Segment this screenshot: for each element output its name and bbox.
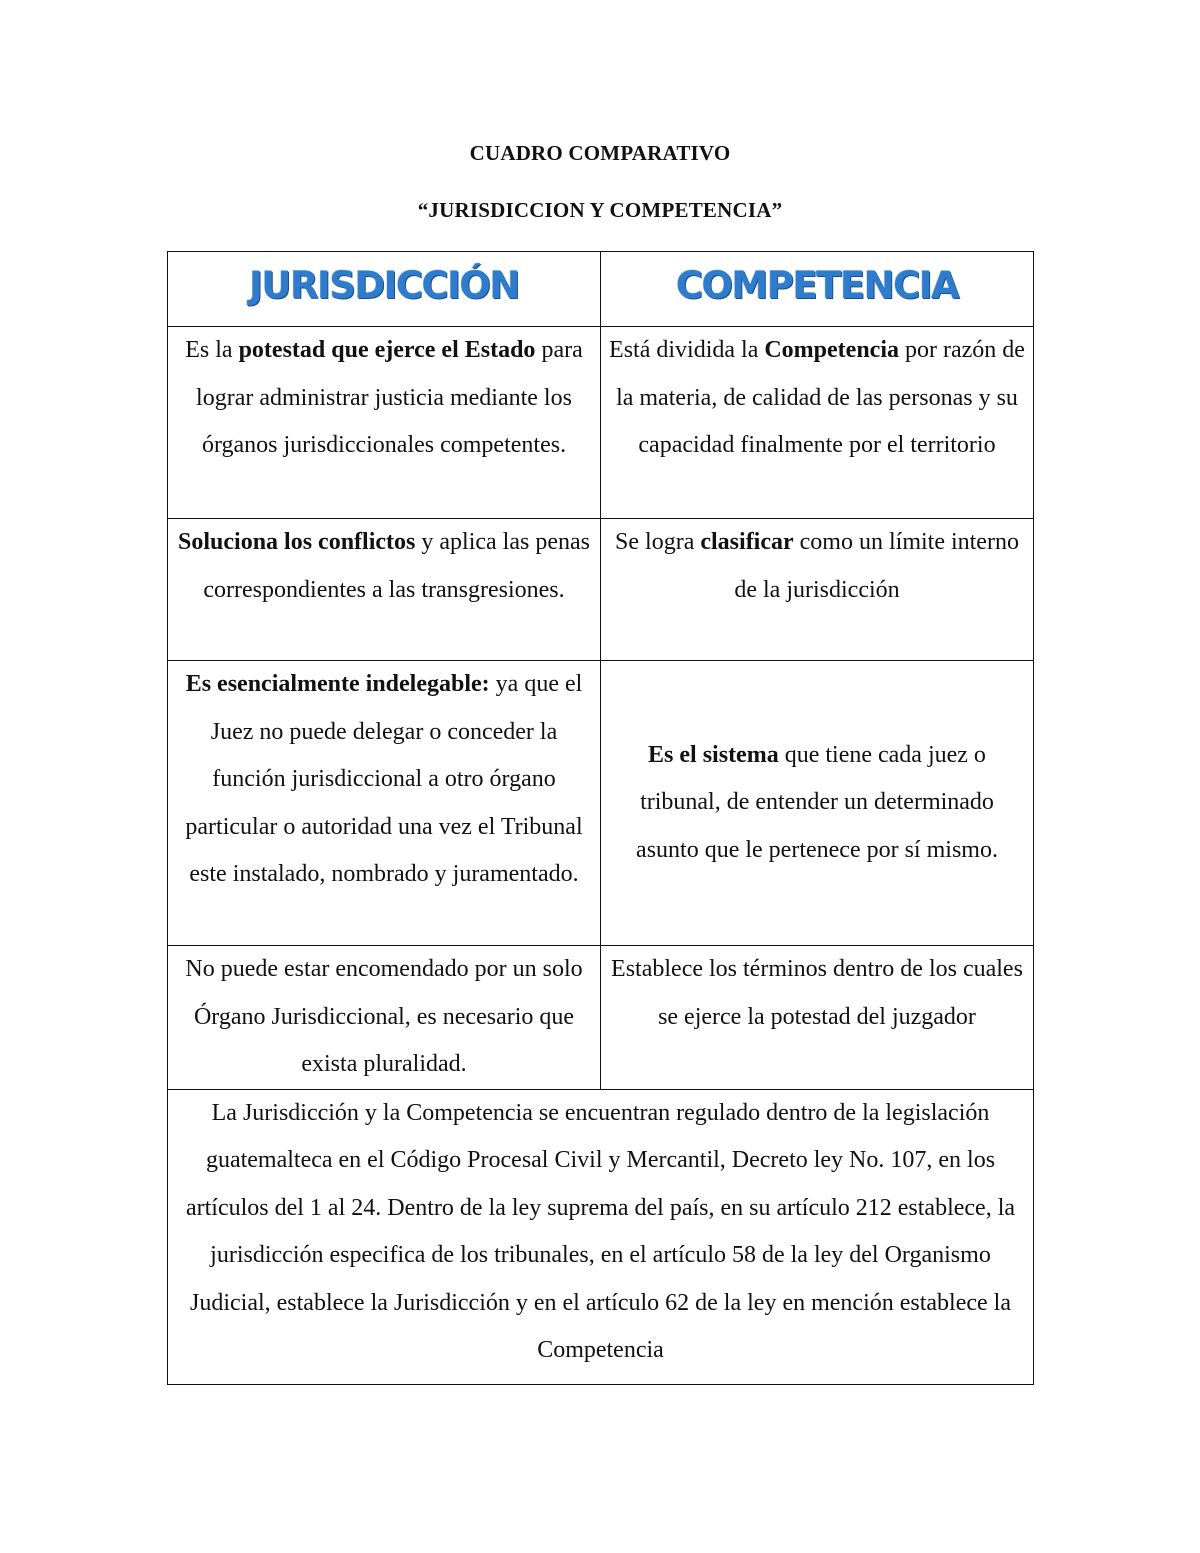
- table-cell-jurisdiccion: Es esencialmente indelegable: ya que el Juez no puede delegar o conceder la función jurisdiccional a otro órgano particular o autoridad una vez el Tribunal este instalado, nombrado y juramentado.: [168, 661, 601, 946]
- header-cell-jurisdiccion: [168, 252, 601, 327]
- table-cell-competencia: Es el sistema que tiene cada juez o tribunal, de entender un determinado asunto que le pertenece por sí mismo.: [601, 661, 1034, 946]
- document-title: CUADRO COMPARATIVO: [469, 141, 731, 165]
- table-cell-jurisdiccion: Es la potestad que ejerce el Estado para lograr administrar justicia mediante los órganos jurisdiccionales competentes.: [168, 327, 601, 519]
- table-row: [168, 946, 1034, 1090]
- table-cell-competencia: Establece los términos dentro de los cuales se ejerce la potestad del juzgador: [601, 946, 1034, 1090]
- document-subtitle: “JURISDICCION Y COMPETENCIA”: [417, 198, 783, 222]
- table-cell-competencia: Se logra clasificar como un límite interno de la jurisdicción: [601, 519, 1034, 661]
- header-jurisdiccion: JURISDICCIÓN: [249, 264, 519, 308]
- comparison-table: [167, 251, 1034, 1385]
- table-header-row: [168, 252, 1034, 327]
- table-footer-note: La Jurisdicción y la Competencia se encuentran regulado dentro de la legislación guatemalteca en el Código Procesal Civil y Mercantil, Decreto ley No. 107, en los artículos del 1 al 24. Dentro de la ley suprema del país, en su artículo 212 establece, la jurisdicción especifica de los tribunales, en el artículo 58 de la ley del Organismo Judicial, establece la Jurisdicción y en el artículo 62 de la ley en mención establece la Competencia: [168, 1089, 1034, 1384]
- header-competencia: COMPETENCIA: [675, 264, 959, 308]
- table-cell-jurisdiccion: Soluciona los conflictos y aplica las penas correspondientes a las transgresiones.: [168, 519, 601, 661]
- table-footer-row: [168, 1089, 1034, 1384]
- header-cell-competencia: [601, 252, 1034, 327]
- table-cell-jurisdiccion: No puede estar encomendado por un solo Órgano Jurisdiccional, es necesario que exista pluralidad.: [168, 946, 601, 1090]
- table-cell-competencia: Está dividida la Competencia por razón de la materia, de calidad de las personas y su capacidad finalmente por el territorio: [601, 327, 1034, 519]
- table-row: [168, 661, 1034, 946]
- table-row: [168, 327, 1034, 519]
- table-row: [168, 519, 1034, 661]
